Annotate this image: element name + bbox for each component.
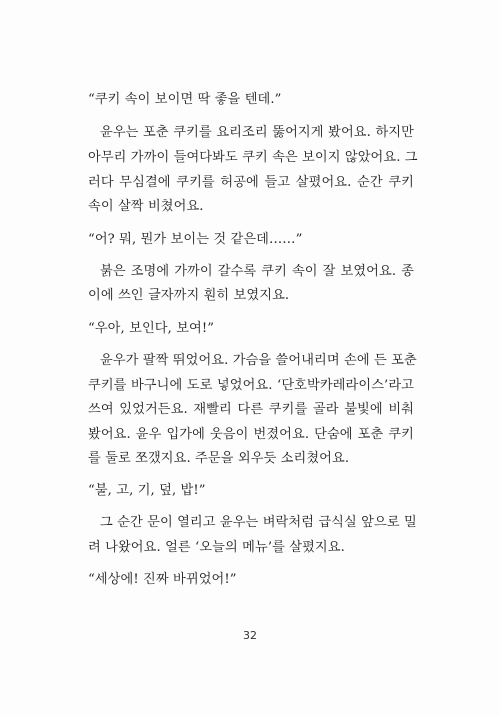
text-line: 이에 쓰인 글자까지 훤히 보였지요. [88,288,290,303]
text-line: 윤우는 포춘 쿠키를 요리조리 뚫어지게 봤어요. 하지만 [100,125,414,140]
text-line: 윤우가 팔짝 뛰었어요. 가슴을 쓸어내리며 손에 든 포춘 [100,353,417,368]
text-line: 쿠키를 바구니에 도로 넣었어요. ‘단호박카레라이스’라고 [88,378,414,393]
text-line: 붉은 조명에 가까이 갈수록 쿠키 속이 잘 보였어요. 종 [100,264,414,279]
text-line: “쿠키 속이 보이면 딱 좋을 텐데.” [88,92,282,107]
text-line: 러다 무심결에 쿠키를 허공에 들고 살폈어요. 순간 쿠키 [88,175,414,190]
text-line: 를 둘로 쪼갰지요. 주문을 외우듯 소리쳤어요. [88,451,350,466]
text-line: “불, 고, 기, 덮, 밥!” [88,483,206,498]
text-line: 아무리 가까이 들여다봐도 쿠키 속은 보이지 않았어요. 그 [88,150,418,165]
text-line: 려 나왔어요. 얼른 ‘오늘의 메뉴’를 살폈지요. [88,540,345,555]
text-line: 쓰여 있었거든요. 재빨리 다른 쿠키를 골라 불빛에 비춰 [88,402,414,417]
text-line: 속이 살짝 비쳤어요. [88,199,204,214]
text-line: 봤어요. 윤우 입가에 웃음이 번졌어요. 단숨에 포춘 쿠키 [88,427,414,442]
text-line: “우아, 보인다, 보여!” [88,321,215,336]
text-line: “어? 뭐, 뭔가 보이는 것 같은데……” [88,232,303,247]
text-line: “세상에! 진짜 바뀌었어!” [88,572,237,587]
page-number: 32 [243,629,257,642]
text-line: 그 순간 문이 열리고 윤우는 벼락처럼 급식실 앞으로 밀 [100,515,417,530]
